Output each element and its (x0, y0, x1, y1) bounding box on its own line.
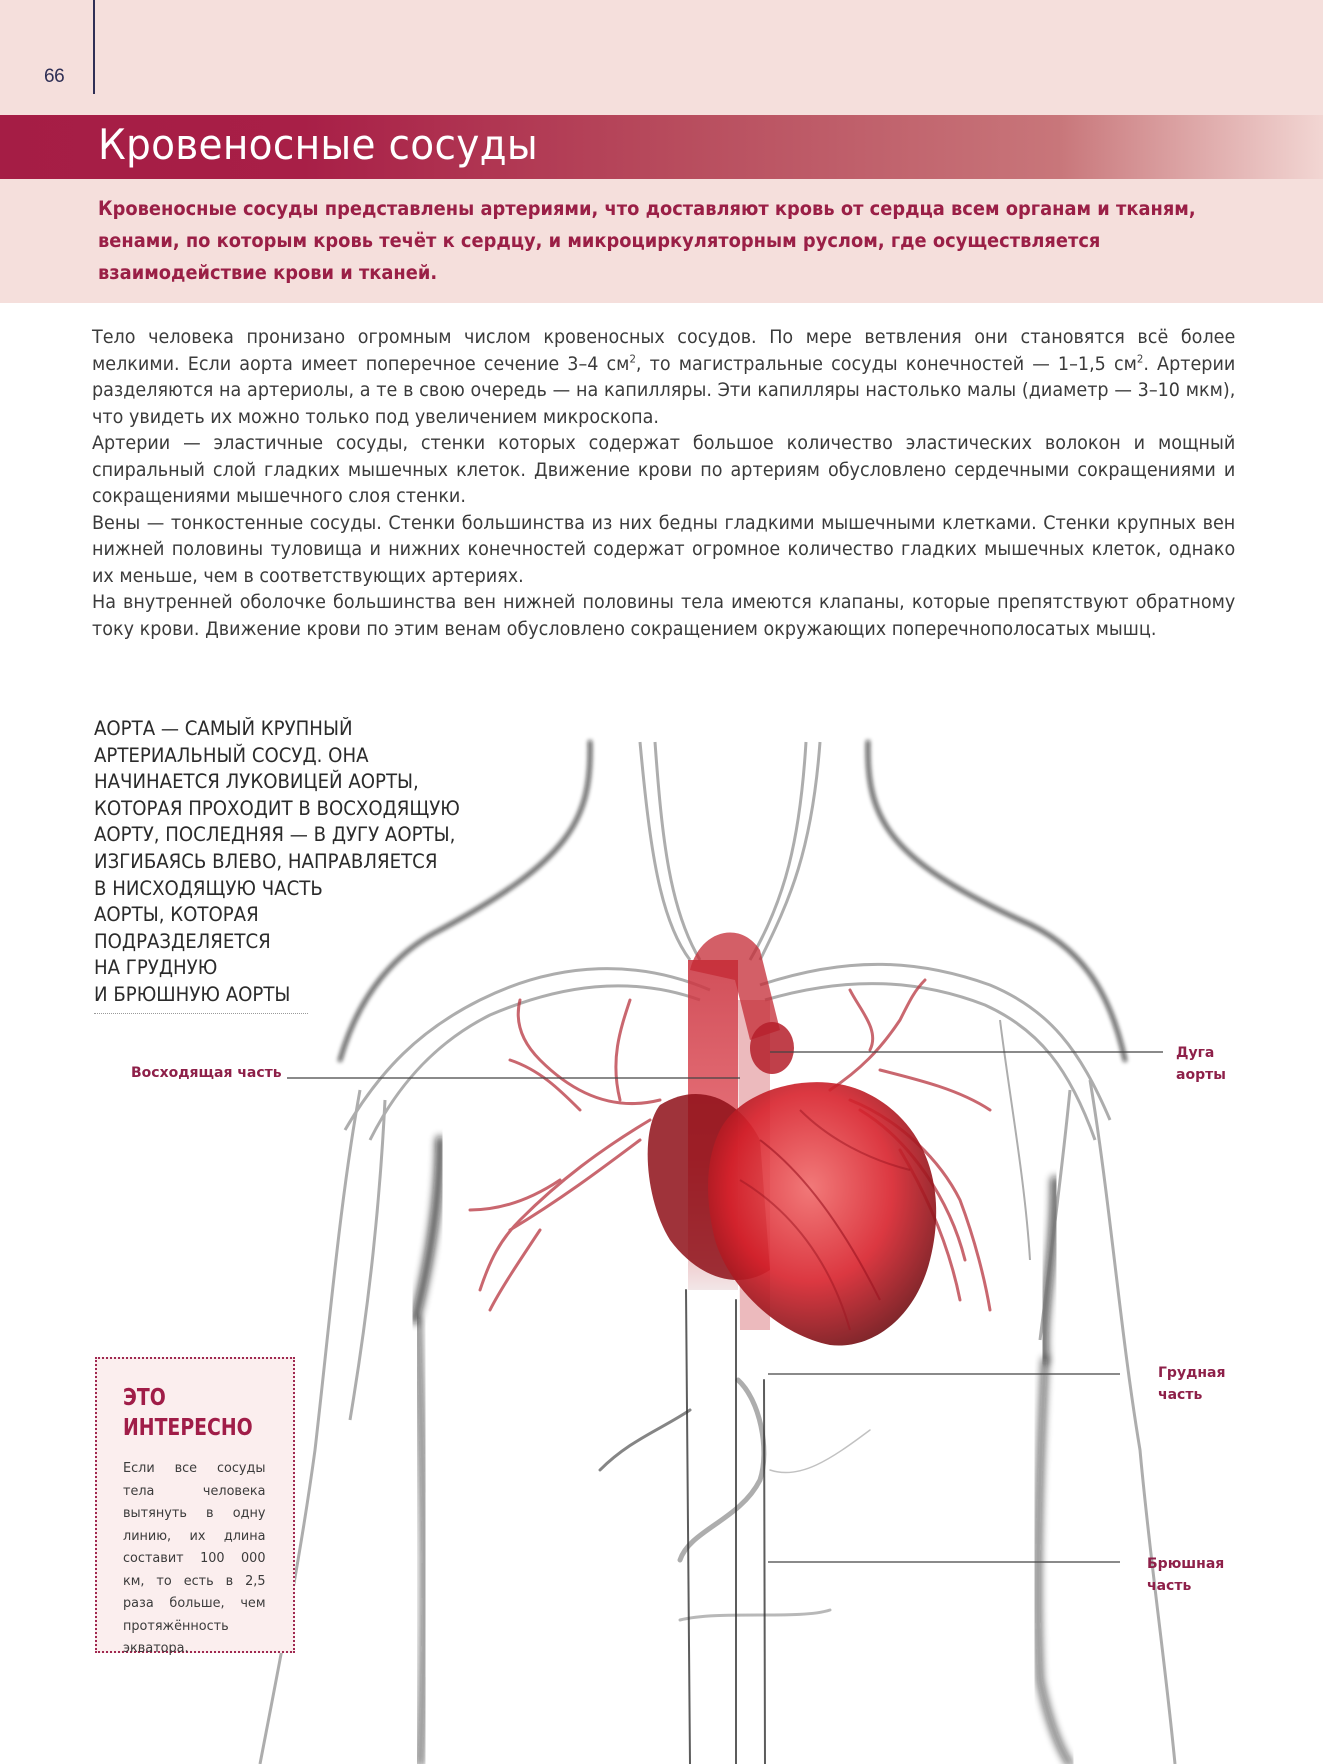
page-number-rule (93, 0, 95, 94)
paragraph-veins: Вены — тонкостенные сосуды. Стенки большинства из них бедны гладкими мышечными клетками. Стенки крупных вен нижней половины туловища и нижних конечностей содержат огромное количество гладких мышечных клеток, однако их меньше, чем в соответствующих артериях. (92, 511, 1236, 587)
note-divider (94, 1013, 308, 1014)
paragraph-arteries: Артерии — эластичные сосуды, стенки которых содержат большое количество эластических волокон и мощный спиральный слой гладких мышечных клеток. Движение крови по артериям обусловлено сердечными сокращениями и сокращениями мышечного слоя стенки. (92, 432, 1236, 507)
label-ascending-part: Восходящая часть (131, 1065, 282, 1081)
abdominal-vessels (600, 1290, 870, 1764)
label-thoracic-part: Грудная часть (1158, 1365, 1226, 1403)
paragraph-vessels: Тело человека пронизано огромным числом кровеносных сосудов. По мере ветвления они становятся всё более мелкими. Если аорта имеет поперечное сечение 3–4 $см^2$, то магистральные сосуды конечностей — 1–1,5 $см^2$. Артерии разделяются на артериолы, а те в свою очередь — на капилляры. Эти капилляры настолько малы (диаметр — 3–10 мкм), что увидеть их можно только под увеличением микроскопа. (92, 326, 1236, 428)
fact-box-text: Если все сосуды тела человека вытянуть в одну линию, их длина составит 100 000 км, то есть в 2,5 раза больше, чем протяжённость экватора. (123, 1460, 266, 1656)
page-title: Кровеносные сосуды (98, 120, 539, 169)
fact-box (95, 1357, 295, 1656)
page-number: 66 (44, 66, 65, 87)
fact-box-title: ЭТО ИНТЕРЕСНО (123, 1385, 253, 1441)
heart (648, 1082, 937, 1345)
label-aortic-arch: Дуга аорты (1176, 1045, 1226, 1083)
label-abdominal-part: Брюшная часть (1147, 1556, 1225, 1594)
paragraph-valves: На внутренней оболочке большинства вен нижней половины тела имеются клапаны, которые препятствуют обратному току крови. Движение крови по этим венам обусловлено сокращением окружающих поперечнополосатых мышц. (92, 591, 1236, 640)
aorta-note: АОРТА — САМЫЙ КРУПНЫЙ АРТЕРИАЛЬНЫЙ СОСУД. ОНА НАЧИНАЕТСЯ ЛУКОВИЦЕЙ АОРТЫ, КОТОРАЯ ПРОХОДИТ В ВОСХОДЯЩУЮ АОРТУ, ПОСЛЕДНЯЯ — В ДУГУ АОРТЫ, ИЗГИБАЯСЬ ВЛЕВО, НАПРАВЛЯЕТСЯ В НИСХОДЯЩУЮ ЧАСТЬ АОРТЫ, КОТОРАЯ ПОДРАЗДЕЛЯЕТСЯ НА ГРУДНУЮ И БРЮШНУЮ АОРТЫ (94, 717, 460, 1006)
lead-paragraph: Кровеносные сосуды представлены артериями, что доставляют кровь от сердца всем органам и тканям, венами, по которым кровь течёт к сердцу, и микроциркуляторным руслом, где осуществляется взаимодействие крови и тканей. (98, 197, 1196, 284)
body-text (92, 324, 1235, 642)
